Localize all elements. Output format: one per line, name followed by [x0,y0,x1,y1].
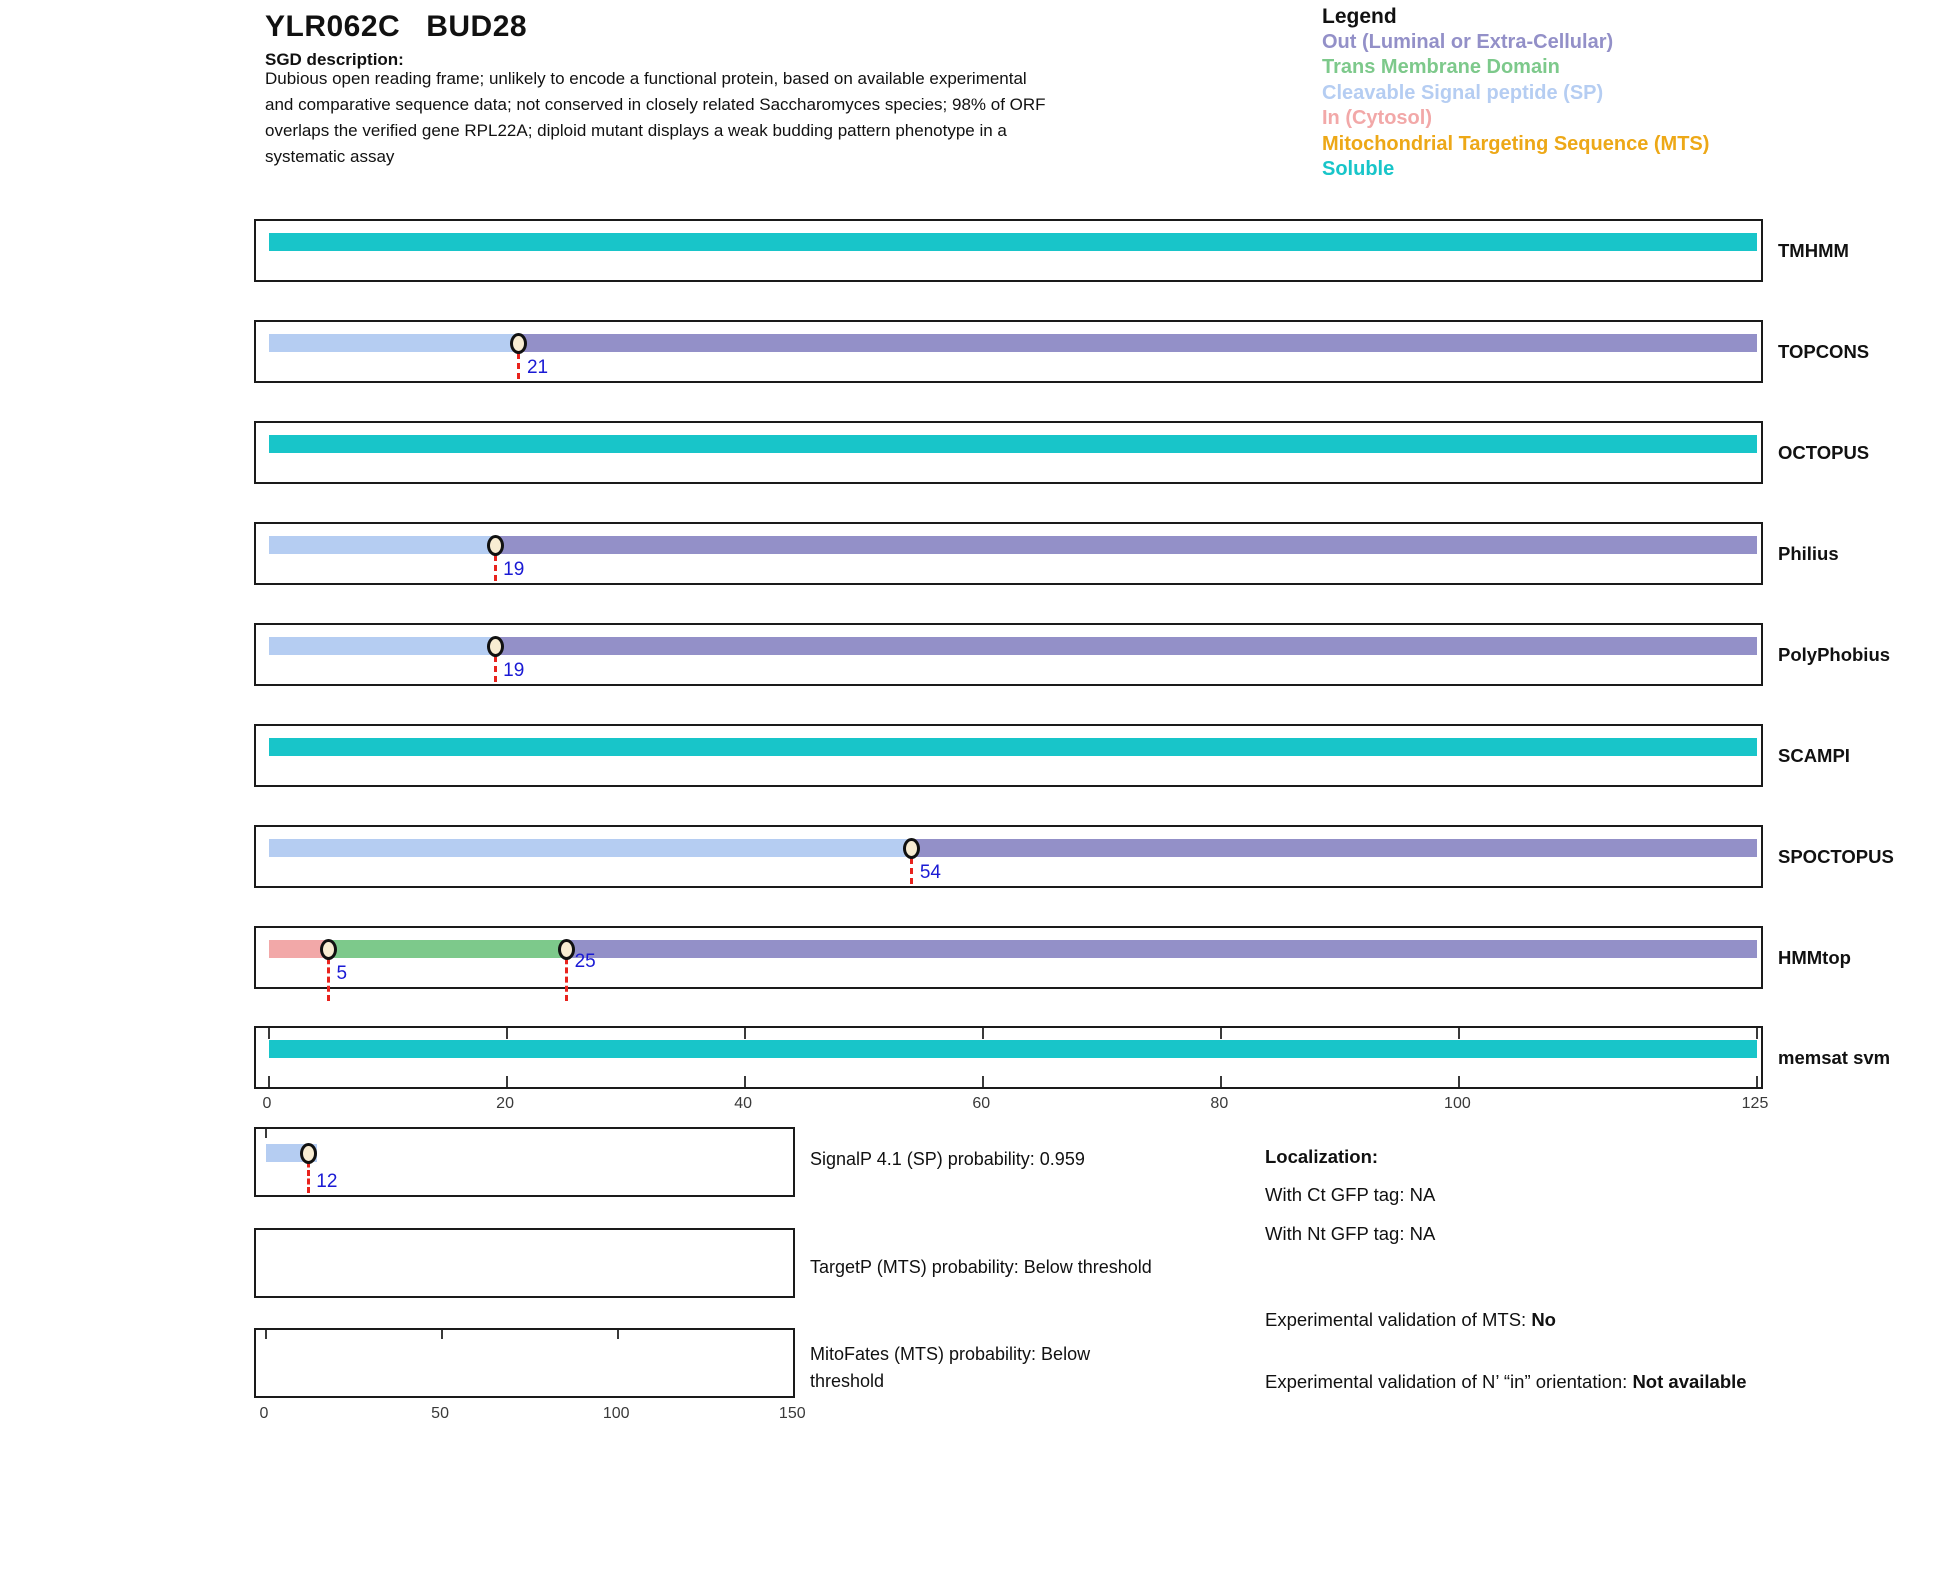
segment-sp [269,637,495,655]
prediction-boundary-marker [487,636,504,657]
orf-id: YLR062C [265,10,401,43]
legend-entry-sp: Cleavable Signal peptide (SP) [1322,81,1604,104]
subplot-box-signalp [254,1127,795,1197]
legend [1322,4,1709,182]
subplot-axis-label: 100 [602,1405,630,1422]
x-axis-label: 40 [734,1095,753,1112]
track-label-tmhmm: TMHMM [1778,240,1849,261]
segment-out [495,637,1757,655]
sgd-description-label: SGD description: [265,50,404,69]
x-axis-label: 60 [972,1095,991,1112]
ruler-tick [265,1129,267,1138]
ruler-tick [744,1028,746,1039]
sgd-description-text: Dubious open reading frame; unlikely to encode a functional protein, based on available experimental and comparative sequence data; not conserved in closely related Saccharomyces species; 98% of ORF overlaps the verified gene RPL22A; diploid mutant displays a weak budding pattern phenotype in a systematic assay [265,69,1046,166]
track-label-topcons: TOPCONS [1778,341,1870,362]
ruler-tick [268,1028,270,1039]
track-label-scampi: SCAMPI [1778,745,1850,766]
ruler-tick [265,1330,267,1339]
track-label-hmmtop: HMMtop [1778,947,1851,968]
prediction-boundary-marker [903,838,920,859]
track-label-spoctopus: SPOCTOPUS [1778,846,1894,867]
legend-entry-mts: Mitochondrial Targeting Sequence (MTS) [1322,132,1710,155]
localization-title: Localization: [1265,1146,1379,1167]
track-box-spoctopus [254,825,1763,888]
marker-position-label: 19 [503,660,525,681]
orientation-validation-label: Experimental validation of N’ “in” orientation: [1265,1371,1628,1392]
legend-title: Legend [1322,5,1397,28]
ruler-tick [1756,1076,1758,1087]
x-axis-label: 100 [1444,1095,1471,1112]
marker-position-label: 5 [336,963,348,984]
ruler-tick [617,1330,619,1339]
nt-gfp-tag-line: With Nt GFP tag: NA [1265,1223,1436,1244]
ruler-tick [982,1076,984,1087]
ruler-tick [506,1076,508,1087]
prediction-boundary-marker [300,1143,317,1164]
mts-validation-line [1265,1306,1556,1334]
track-box-hmmtop [254,926,1763,989]
ruler-tick [268,1076,270,1087]
track-label-memsat-svm: memsat svm [1778,1047,1891,1068]
marker-position-label: 12 [316,1171,338,1192]
prediction-boundary-marker [320,939,337,960]
subplot-box-mitofates [254,1328,795,1398]
subplot-box-targetp [254,1228,795,1298]
track-box-polyphobius [254,623,1763,686]
track-box-octopus [254,421,1763,484]
subplot-axis-label: 0 [259,1405,269,1422]
segment-soluble [269,738,1757,756]
track-box-topcons [254,320,1763,383]
track-box-philius [254,522,1763,585]
track-label-octopus: OCTOPUS [1778,442,1870,463]
subplot-axis-label: 50 [431,1405,449,1422]
ruler-tick [1458,1028,1460,1039]
x-axis-label: 20 [496,1095,514,1112]
segment-out [912,839,1757,857]
page-title [265,10,527,44]
legend-entry-soluble: Soluble [1322,158,1395,181]
legend-entry-in: In (Cytosol) [1322,107,1432,130]
mitofates-caption: MitoFates (MTS) probability: Below threshold [810,1344,1091,1391]
segment-soluble [269,233,1757,251]
marker-position-label: 21 [526,357,549,378]
marker-position-label: 19 [503,559,525,580]
track-box-tmhmm [254,219,1763,282]
ruler-tick [1220,1028,1222,1039]
orientation-validation-value: Not available [1632,1371,1747,1392]
segment-out [495,536,1757,554]
segment-sp [269,839,912,857]
track-box-memsat-svm [254,1026,1763,1089]
prediction-boundary-marker [487,535,504,556]
x-axis-label: 125 [1741,1095,1769,1112]
segment-out [519,334,1757,352]
marker-position-label: 54 [919,862,941,883]
signalp-caption: SignalP 4.1 (SP) probability: 0.959 [810,1149,1085,1169]
ruler-tick [441,1330,443,1339]
segment-tm [329,940,567,958]
gene-name: BUD28 [426,10,528,43]
mts-validation-value: No [1531,1309,1556,1330]
orientation-validation-line [1265,1368,1825,1396]
ruler-tick [1756,1028,1758,1039]
targetp-caption: TargetP (MTS) probability: Below threshold [810,1257,1152,1277]
ruler-tick [744,1076,746,1087]
prediction-boundary-marker [558,939,575,960]
segment-soluble [269,1040,1757,1058]
track-box-scampi [254,724,1763,787]
track-label-polyphobius: PolyPhobius [1778,644,1891,665]
ruler-tick [982,1028,984,1039]
segment-sp [269,334,519,352]
legend-entry-out: Out (Luminal or Extra-Cellular) [1322,31,1614,53]
segment-soluble [269,435,1757,453]
x-axis-label: 0 [262,1095,272,1112]
ruler-tick [1220,1076,1222,1087]
ruler-tick [1458,1076,1460,1087]
ct-gfp-tag-line: With Ct GFP tag: NA [1265,1184,1436,1205]
subplot-axis-label: 150 [778,1405,806,1422]
legend-entry-tm: Trans Membrane Domain [1322,56,1560,79]
x-axis-label: 80 [1210,1095,1229,1112]
ruler-tick [506,1028,508,1039]
marker-position-label: 25 [574,951,596,972]
segment-sp [269,536,495,554]
prediction-boundary-marker [510,333,527,354]
mts-validation-label: Experimental validation of MTS: [1265,1309,1527,1330]
track-label-philius: Philius [1778,543,1839,564]
segment-out [567,940,1757,958]
